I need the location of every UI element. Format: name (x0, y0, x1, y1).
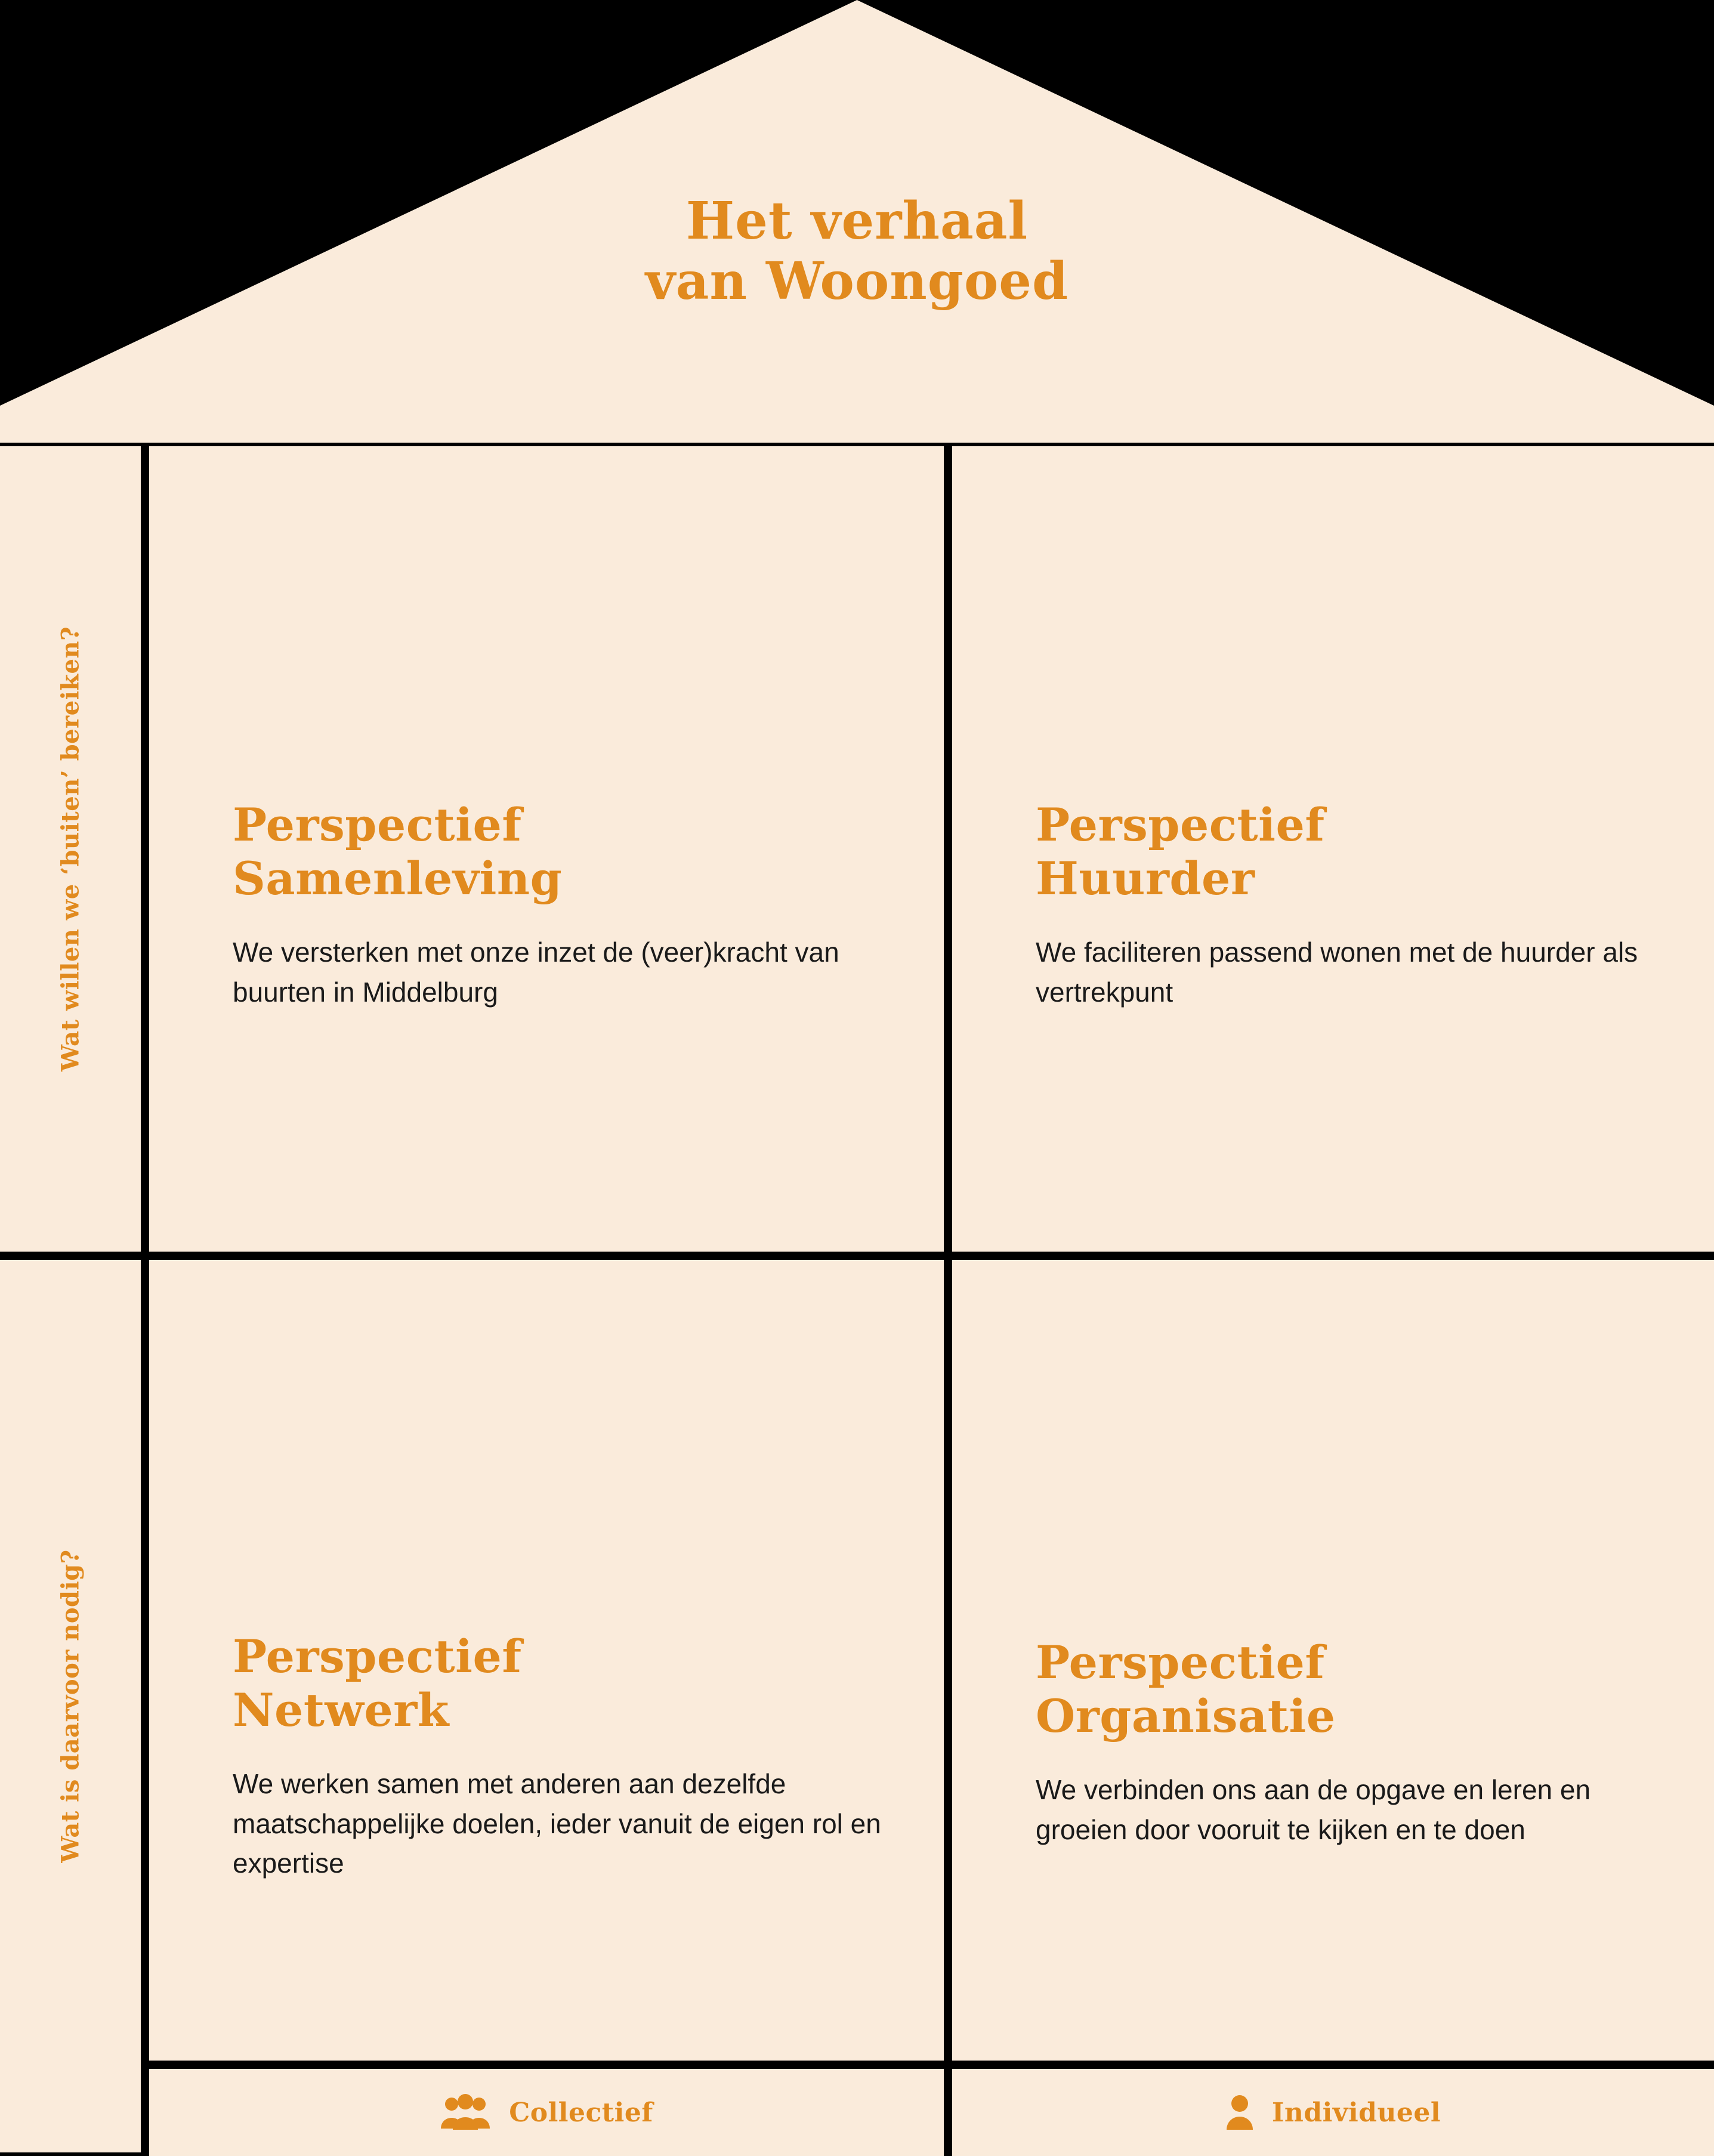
side-label-top: Wat willen we ‘buiten’ bereiken? (56, 626, 85, 1071)
page-title (0, 191, 1714, 312)
quadrant-samenleving-title (233, 798, 902, 905)
footer-individueel-label: Individueel (1271, 2097, 1441, 2128)
roof-title-line-2: van Woongoed (645, 251, 1069, 312)
quadrant-samenleving-title-line-2: Samenleving (233, 851, 563, 905)
quadrant-organisatie-body: We verbinden ons aan de opgave en leren en groeien door vooruit te kijken en te doen (1036, 1774, 1591, 1845)
quadrant-huurder-title-line-2: Huurder (1036, 851, 1255, 905)
quadrant-netwerk-title-line-1: Perspectief (233, 1630, 522, 1683)
quadrant-samenleving-body: We versterken met onze inzet de (veer)kracht van buurten in Middelburg (233, 937, 839, 1008)
single-person-icon (1225, 2094, 1254, 2131)
quadrant-organisatie-title-line-2: Organisatie (1036, 1689, 1336, 1743)
group-people-icon (440, 2094, 491, 2131)
quadrant-organisatie-title (1036, 1636, 1672, 1743)
quadrant-organisatie-title-line-1: Perspectief (1036, 1636, 1325, 1689)
quadrant-samenleving-title-line-1: Perspectief (233, 798, 522, 851)
quadrant-samenleving-content (233, 798, 902, 1012)
quadrant-organisatie (952, 1260, 1714, 2061)
quadrant-organisatie-content (1036, 1636, 1672, 1849)
quadrant-huurder-content (1036, 798, 1672, 1012)
house-roof (0, 0, 1714, 443)
quadrant-huurder-title (1036, 798, 1672, 905)
house-body (0, 443, 1714, 2156)
quadrant-huurder-body: We faciliteren passend wonen met de huurder als vertrekpunt (1036, 937, 1638, 1008)
quadrant-huurder-title-line-1: Perspectief (1036, 798, 1325, 851)
quadrant-netwerk-title (233, 1630, 902, 1737)
quadrant-huurder (952, 446, 1714, 1252)
quadrant-netwerk-body: We werken samen met anderen aan dezelfde maatschappelijke doelen, ieder vanuit de eigen rol en expertise (233, 1768, 881, 1879)
footer-collectief (149, 2069, 944, 2156)
quadrant-netwerk-content (233, 1630, 902, 1883)
quadrant-netwerk (149, 1260, 944, 2061)
quadrant-netwerk-title-line-2: Netwerk (233, 1683, 449, 1737)
side-label-column-bottom (0, 1260, 141, 2152)
side-label-bottom: Wat is daarvoor nodig? (56, 1549, 85, 1863)
quadrant-samenleving (149, 446, 944, 1252)
side-label-column-top (0, 446, 141, 1252)
roof-title-line-1: Het verhaal (685, 191, 1029, 251)
footer-individueel (952, 2069, 1714, 2156)
footer-collectief-label: Collectief (509, 2097, 653, 2128)
